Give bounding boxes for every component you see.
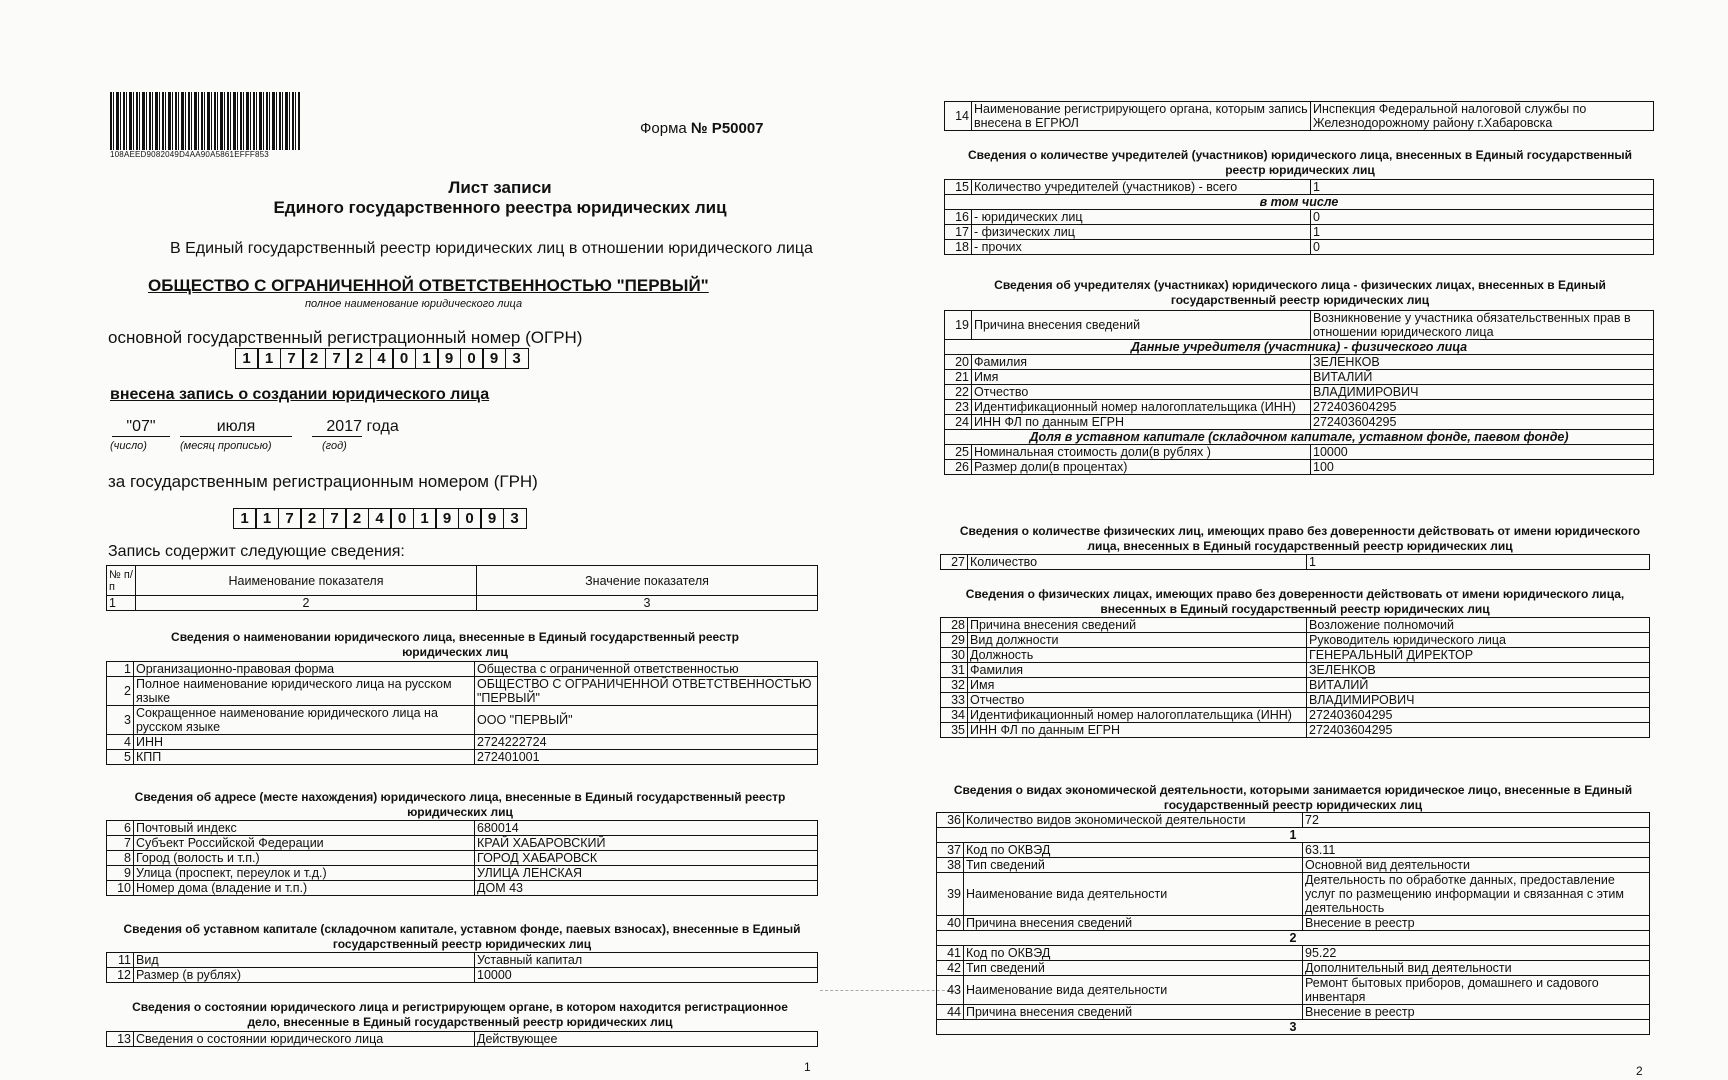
row-value: Возложение полномочий [1307,618,1650,633]
header-n3: 3 [477,596,818,611]
row-name: Количество учредителей (участников) - всего [972,180,1311,195]
row-number: 33 [941,693,968,708]
row-value: 272403604295 [1307,723,1650,738]
subsection-label: Данные учредителя (участника) - физического лица [945,340,1654,355]
grn-digit: 9 [480,508,504,529]
row-number: 9 [107,866,134,881]
row-number: 3 [107,706,134,735]
row-name: Фамилия [968,663,1307,678]
row-number: 19 [945,311,972,340]
row-value: 0 [1311,240,1654,255]
row-name: Полное наименование юридического лица на русском языке [134,677,475,706]
org-full-name: ОБЩЕСТВО С ОГРАНИЧЕННОЙ ОТВЕТСТВЕННОСТЬЮ "ПЕРВЫЙ" [148,276,709,295]
row-name: Улица (проспект, переулок и т.д.) [134,866,475,881]
ogrn-digit: 1 [257,348,281,369]
row-value: ЗЕЛЕНКОВ [1307,663,1650,678]
barcode [110,92,300,150]
table-row [107,851,818,866]
table-row [945,355,1654,370]
date-day [112,418,170,437]
date-month [180,418,292,437]
row-name: Идентификационный номер налогоплательщика (ИНН) [972,400,1311,415]
row-name: Причина внесения сведений [968,618,1307,633]
form-label: Форма [640,120,687,137]
row-name: - прочих [972,240,1311,255]
row-name: ИНН [134,735,475,750]
ogrn-digit: 4 [370,348,394,369]
table-row [937,858,1650,873]
date-day-value: "07" [112,418,170,437]
document-title: Лист записи [448,178,552,197]
table-address [106,820,818,896]
row-number: 35 [941,723,968,738]
table-row [945,210,1654,225]
row-name: Наименование вида деятельности [964,976,1303,1005]
row-name: Имя [968,678,1307,693]
date-year-value: 2017 [312,418,362,437]
row-value: 272401001 [475,750,818,765]
row-value: 1 [1311,180,1654,195]
row-name: Тип сведений [964,858,1303,873]
page-number-1: 1 [804,1060,811,1074]
table-row [945,225,1654,240]
grn-digit: 9 [435,508,459,529]
row-name: Номинальная стоимость доли(в рублях ) [972,445,1311,460]
header-col-name: Наименование показателя [136,566,477,596]
row-number: 28 [941,618,968,633]
row-name: Причина внесения сведений [972,311,1311,340]
table-row [107,836,818,851]
ogrn-boxes [236,348,529,369]
row-value: Деятельность по обработке данных, предоставление услуг по размещению информации и связанная с этим деятельность [1303,873,1650,916]
grn-digit: 1 [233,508,257,529]
section-title-proxies: Сведения о физических лицах, имеющих право без доверенности действовать от имени юридического лица, внесенных в Единый государственный реестр юридических лиц [965,587,1625,616]
header-n2: 2 [136,596,477,611]
table-row [941,708,1650,723]
header-col-no: № п/п [107,566,136,596]
section-title-founders: Сведения об учредителях (участниках) юридического лица - физических лицах, внесенных в Единый государственный реестр юридических лиц [994,278,1606,307]
row-name: Наименование вида деятельности [964,873,1303,916]
row-value: 272403604295 [1311,400,1654,415]
section-title-name: Сведения о наименовании юридического лица, внесенные в Единый государственный реестр юридических лиц [171,630,739,659]
table-registering-authority [944,101,1654,131]
section-title-founders-count: Сведения о количестве учредителей (участников) юридического лица, внесенных в Единый государственный реестр юридических лиц [967,148,1633,177]
row-value: КРАЙ ХАБАРОВСКИЙ [475,836,818,851]
table-row [107,866,818,881]
table-row [937,976,1650,1005]
table-row [945,460,1654,475]
table-row [941,648,1650,663]
grn-digit: 2 [300,508,324,529]
row-name: Организационно-правовая форма [134,662,475,677]
row-number: 18 [945,240,972,255]
table-row [107,953,818,968]
row-value: 1 [1307,555,1650,570]
grn-digit: 0 [458,508,482,529]
header-col-value: Значение показателя [477,566,818,596]
row-number: 32 [941,678,968,693]
ogrn-digit: 0 [460,348,484,369]
intro-text: В Единый государственный реестр юридических лиц в отношении юридического лица [170,240,813,257]
row-number: 10 [107,881,134,896]
row-number: 31 [941,663,968,678]
row-value: ВИТАЛИЙ [1307,678,1650,693]
table-founders [944,310,1654,475]
row-name: Код по ОКВЭД [964,843,1303,858]
row-name: Размер (в рублях) [134,968,475,983]
row-name: Тип сведений [964,961,1303,976]
header-table [106,565,818,611]
table-row [107,968,818,983]
row-number: 1 [107,662,134,677]
table-row [107,735,818,750]
subsection-label: в том числе [945,195,1654,210]
row-value: 72 [1303,813,1650,828]
record-created-text: внесена запись о создании юридического лица [110,386,490,403]
row-number: 4 [107,735,134,750]
form-number [640,120,764,137]
row-number: 29 [941,633,968,648]
table-row [937,961,1650,976]
table-row [107,677,818,706]
row-name: - физических лиц [972,225,1311,240]
row-value: ГЕНЕРАЛЬНЫЙ ДИРЕКТОР [1307,648,1650,663]
table-row [937,843,1650,858]
header-n1: 1 [107,596,136,611]
row-number: 24 [945,415,972,430]
row-value: 10000 [475,968,818,983]
section-title-capital: Сведения об уставном капитале (складочном капитале, уставном фонде, паевых взносах), внесенные в Единый государственный реестр юридических лиц [123,922,801,951]
row-number: 25 [945,445,972,460]
row-name: Номер дома (владение и т.п.) [134,881,475,896]
row-value: ДОМ 43 [475,881,818,896]
row-value: ВЛАДИМИРОВИЧ [1307,693,1650,708]
table-row [941,678,1650,693]
row-number: 23 [945,400,972,415]
row-number: 36 [937,813,964,828]
table-row [107,706,818,735]
grn-digit: 7 [323,508,347,529]
table-row [945,370,1654,385]
date-year [312,418,399,437]
row-value: Внесение в реестр [1303,1005,1650,1020]
row-name: Вид [134,953,475,968]
row-value: 100 [1311,460,1654,475]
grn-boxes [234,508,527,529]
row-name: Идентификационный номер налогоплательщика (ИНН) [968,708,1307,723]
table-founders-count [944,179,1654,255]
row-name: КПП [134,750,475,765]
table-row [941,618,1650,633]
row-name: Причина внесения сведений [964,1005,1303,1020]
row-number: 30 [941,648,968,663]
table-row [937,873,1650,916]
row-value: Дополнительный вид деятельности [1303,961,1650,976]
row-value: Общества с ограниченной ответственностью [475,662,818,677]
row-name: Сокращенное наименование юридического лица на русском языке [134,706,475,735]
row-number: 22 [945,385,972,400]
table-row [945,240,1654,255]
table-row [937,946,1650,961]
table-row [941,663,1650,678]
table-row [107,750,818,765]
row-number: 6 [107,821,134,836]
table-row [941,633,1650,648]
row-name: Наименование регистрирующего органа, которым запись внесена в ЕГРЮЛ [972,102,1311,131]
row-value: Внесение в реестр [1303,916,1650,931]
ogrn-digit: 2 [302,348,326,369]
row-name: Вид должности [968,633,1307,648]
table-row [945,400,1654,415]
row-name: - юридических лиц [972,210,1311,225]
subsection-label: Доля в уставном капитале (складочном капитале, уставном фонде, паевом фонде) [945,430,1654,445]
row-name: Субъект Российской Федерации [134,836,475,851]
row-value: 95.22 [1303,946,1650,961]
contains-label: Запись содержит следующие сведения: [108,543,405,560]
table-row [107,881,818,896]
row-value: 0 [1311,210,1654,225]
barcode-number: 108AEED9082049D4AA90A5861EFFF853 [110,150,269,159]
row-number: 27 [941,555,968,570]
table-proxies [940,617,1650,738]
row-value: 272403604295 [1307,708,1650,723]
row-value: УЛИЦА ЛЕНСКАЯ [475,866,818,881]
row-value: 1 [1311,225,1654,240]
table-row [941,723,1650,738]
row-name: Город (волость и т.п.) [134,851,475,866]
grn-digit: 1 [255,508,279,529]
section-title-address: Сведения об адресе (месте нахождения) юридического лица, внесенные в Единый государственный реестр юридических лиц [134,790,786,819]
row-number: 8 [107,851,134,866]
hint-day: (число) [110,440,147,452]
table-row [945,415,1654,430]
row-name: Фамилия [972,355,1311,370]
grn-digit: 4 [368,508,392,529]
table-row [945,385,1654,400]
row-number: 43 [937,976,964,1005]
table-row [937,1005,1650,1020]
row-value: 680014 [475,821,818,836]
row-number: 17 [945,225,972,240]
row-value: 63.11 [1303,843,1650,858]
row-number: 38 [937,858,964,873]
ogrn-digit: 1 [235,348,259,369]
row-value: ВИТАЛИЙ [1311,370,1654,385]
ogrn-digit: 7 [325,348,349,369]
date-year-suffix: года [366,418,399,435]
row-number: 26 [945,460,972,475]
row-number: 20 [945,355,972,370]
row-name: Количество [968,555,1307,570]
ogrn-digit: 3 [505,348,529,369]
row-value: Инспекция Федеральной налоговой службы по Железнодорожному району г.Хабаровска [1311,102,1654,131]
row-value: Ремонт бытовых приборов, домашнего и садового инвентаря [1303,976,1650,1005]
row-value: Уставный капитал [475,953,818,968]
row-name: Отчество [972,385,1311,400]
row-name: ИНН ФЛ по данным ЕГРН [972,415,1311,430]
hint-year: (год) [322,440,347,452]
table-row [941,693,1650,708]
page-number-2: 2 [1636,1064,1643,1078]
row-name: Сведения о состоянии юридического лица [134,1032,475,1047]
row-number: 2 [107,677,134,706]
org-name-hint: полное наименование юридического лица [305,298,523,310]
row-number: 5 [107,750,134,765]
ogrn-digit: 1 [415,348,439,369]
row-number: 41 [937,946,964,961]
row-number: 21 [945,370,972,385]
grn-digit: 0 [390,508,414,529]
row-number: 39 [937,873,964,916]
row-number: 15 [945,180,972,195]
row-number: 11 [107,953,134,968]
table-capital [106,952,818,983]
row-name: Размер доли(в процентах) [972,460,1311,475]
group-label: 2 [937,931,1650,946]
hint-month: (месяц прописью) [180,440,272,452]
row-value: ГОРОД ХАБАРОВСК [475,851,818,866]
group-label: 3 [937,1020,1650,1035]
row-value: Основной вид деятельности [1303,858,1650,873]
row-value: ОБЩЕСТВО С ОГРАНИЧЕННОЙ ОТВЕТСТВЕННОСТЬЮ "ПЕРВЫЙ" [475,677,818,706]
table-activities [936,812,1650,1035]
row-name: Количество видов экономической деятельности [964,813,1303,828]
row-value: ЗЕЛЕНКОВ [1311,355,1654,370]
ogrn-label: основной государственный регистрационный номер (ОГРН) [108,328,583,347]
row-number: 37 [937,843,964,858]
grn-digit: 1 [413,508,437,529]
row-number: 44 [937,1005,964,1020]
section-title-status: Сведения о состоянии юридического лица и регистрирующем органе, в котором находится регистрационное дело, внесенные в Единый государственный реестр юридических лиц [132,1000,788,1029]
section-title-activities: Сведения о видах экономической деятельности, которыми занимается юридическое лицо, внесенные в Единый государственный реестр юридических лиц [953,783,1633,812]
table-status [106,1031,818,1047]
row-value: 2724222724 [475,735,818,750]
table-row [107,662,818,677]
table-name [106,661,818,765]
row-name: Имя [972,370,1311,385]
row-number: 16 [945,210,972,225]
table-row [107,821,818,836]
form-code: № Р50007 [690,120,764,137]
row-value: Возникновение у участника обязательственных прав в отношении юридического лица [1311,311,1654,340]
group-label: 1 [937,828,1650,843]
grn-label: за государственным регистрационным номером (ГРН) [108,472,538,491]
ogrn-digit: 9 [482,348,506,369]
row-value: ООО "ПЕРВЫЙ" [475,706,818,735]
row-value: ВЛАДИМИРОВИЧ [1311,385,1654,400]
row-name: Причина внесения сведений [964,916,1303,931]
row-number: 40 [937,916,964,931]
grn-digit: 2 [345,508,369,529]
ogrn-digit: 2 [347,348,371,369]
row-number: 14 [945,102,972,131]
section-title-proxies-count: Сведения о количестве физических лиц, имеющих право без доверенности действовать от имени юридического лица, внесенных в Единый государственный реестр юридических лиц [959,524,1641,553]
row-number: 12 [107,968,134,983]
grn-digit: 3 [503,508,527,529]
ogrn-digit: 0 [392,348,416,369]
ogrn-digit: 7 [280,348,304,369]
table-proxies-count [940,554,1650,570]
row-name: ИНН ФЛ по данным ЕГРН [968,723,1307,738]
ogrn-digit: 9 [437,348,461,369]
document-subtitle: Единого государственного реестра юридических лиц [273,198,727,217]
grn-digit: 7 [278,508,302,529]
row-value: Руководитель юридического лица [1307,633,1650,648]
date-month-value: июля [180,418,292,437]
row-value: 10000 [1311,445,1654,460]
table-row [107,1032,818,1047]
table-row [945,445,1654,460]
row-name: Должность [968,648,1307,663]
row-value: 272403604295 [1311,415,1654,430]
row-number: 7 [107,836,134,851]
row-number: 42 [937,961,964,976]
table-row [937,916,1650,931]
row-number: 34 [941,708,968,723]
row-value: Действующее [475,1032,818,1047]
row-name: Отчество [968,693,1307,708]
row-name: Код по ОКВЭД [964,946,1303,961]
row-number: 13 [107,1032,134,1047]
row-name: Почтовый индекс [134,821,475,836]
